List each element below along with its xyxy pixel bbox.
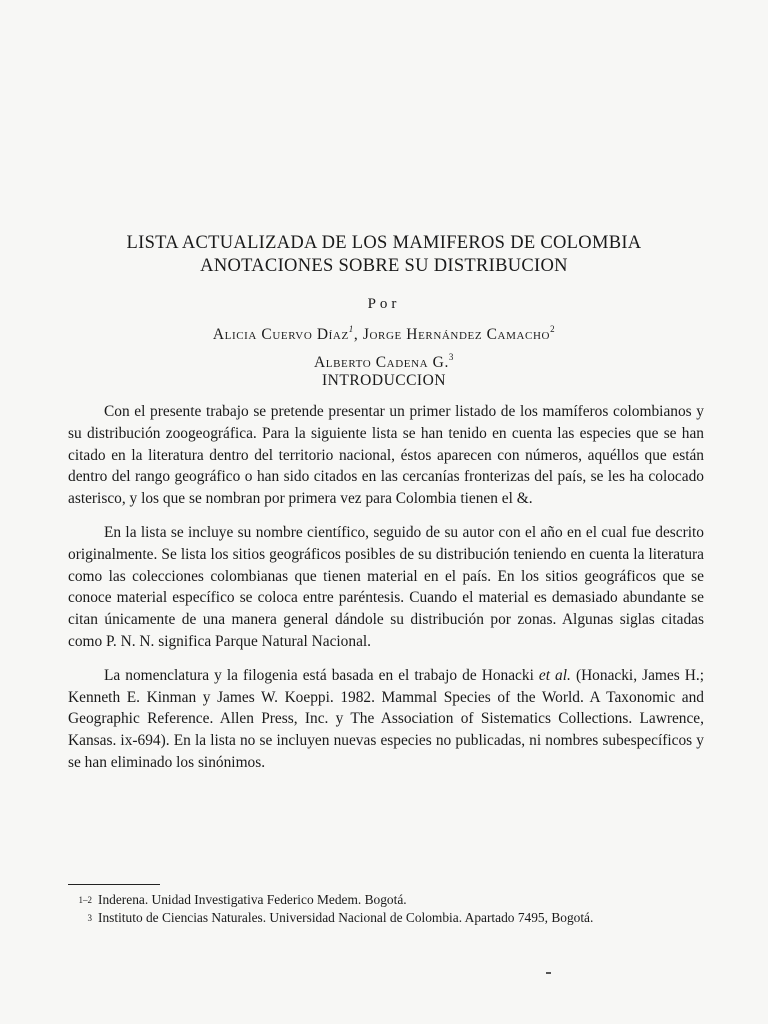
footnote	[68, 891, 704, 909]
footnotes	[68, 891, 704, 927]
authors-line-1	[0, 318, 768, 346]
paragraph-3-part-2: (Honacki, James H.; Kenneth E. Kinman y James W. Koeppi. 1982. Mammal Species of the World. A Taxonomic and Geographic Reference. Allen Press, Inc. y The Association of Sistematics Collections. Lawrence, Kansas. ix-694). En la lista no se incluyen nuevas especies no publicadas, ni nombres subespecíficos y se han eliminado los sinónimos.	[68, 666, 704, 771]
body-text	[68, 401, 704, 786]
author-cuervo-footnote-mark: 1	[348, 324, 354, 334]
section-heading-introduccion: INTRODUCCION	[322, 372, 446, 389]
footnote-mark: 3	[87, 913, 92, 923]
author-list	[0, 318, 768, 374]
author-separator: ,	[353, 326, 363, 343]
footnote-mark: 1–2	[78, 895, 92, 905]
authors-line-2	[0, 346, 768, 374]
author-hernandez: Jorge Hernández Camacho	[362, 326, 551, 343]
byline-por: Por	[367, 296, 401, 312]
title-line-2: ANOTACIONES SOBRE SU DISTRIBUCION	[200, 256, 568, 276]
footnote	[68, 909, 704, 927]
author-cadena-footnote-mark: 3	[448, 352, 455, 362]
scan-speck	[546, 972, 551, 974]
author-hernandez-footnote-mark: 2	[550, 324, 556, 334]
title-line-1: LISTA ACTUALIZADA DE LOS MAMIFEROS DE COLOMBIA	[126, 233, 642, 253]
paragraph-3-italic: et al.	[538, 666, 571, 684]
footnote-rule	[68, 884, 160, 885]
footnote-text: Inderena. Unidad Investigativa Federico Medem. Bogotá.	[98, 892, 407, 907]
author-cadena: Alberto Cadena G.	[313, 354, 449, 371]
paragraph-3	[68, 665, 704, 774]
paper-title	[60, 232, 708, 278]
paragraph-1: Con el presente trabajo se pretende presentar un primer listado de los mamíferos colombianos y su distribución zoogeográfica. Para la siguiente lista se han tenido en cuenta las especies que se han citado en la literatura dentro del territorio nacional, éstos aparecen con números, aquéllos que están dentro del rango geográfico o han sido citados en las cercanías fronterizas del país, se les ha colocado asterisco, y los que se nombran por primera vez para Colombia tienen el &.	[68, 403, 704, 508]
paragraph-3-part-1: La nomenclatura y la filogenia está basada en el trabajo de Honacki	[104, 666, 539, 684]
author-cuervo: Alicia Cuervo Díaz	[212, 326, 349, 343]
paragraph-2: En la lista se incluye su nombre científico, seguido de su autor con el año en el cual fue descrito originalmente. Se lista los sitios geográficos posibles de su distribución teniendo en cuenta la literatura como las colecciones colombianas que tienen material en el país. En los sitios geográficos que se conoce material específico se coloca entre paréntesis. Cuando el material es demasiado abundante se citan únicamente de una manera general dándole su distribución por zonas. Algunas siglas citadas como P. N. N. significa Parque Natural Nacional.	[68, 523, 704, 650]
footnote-text: Instituto de Ciencias Naturales. Universidad Nacional de Colombia. Apartado 7495, Bogotá.	[98, 910, 594, 925]
